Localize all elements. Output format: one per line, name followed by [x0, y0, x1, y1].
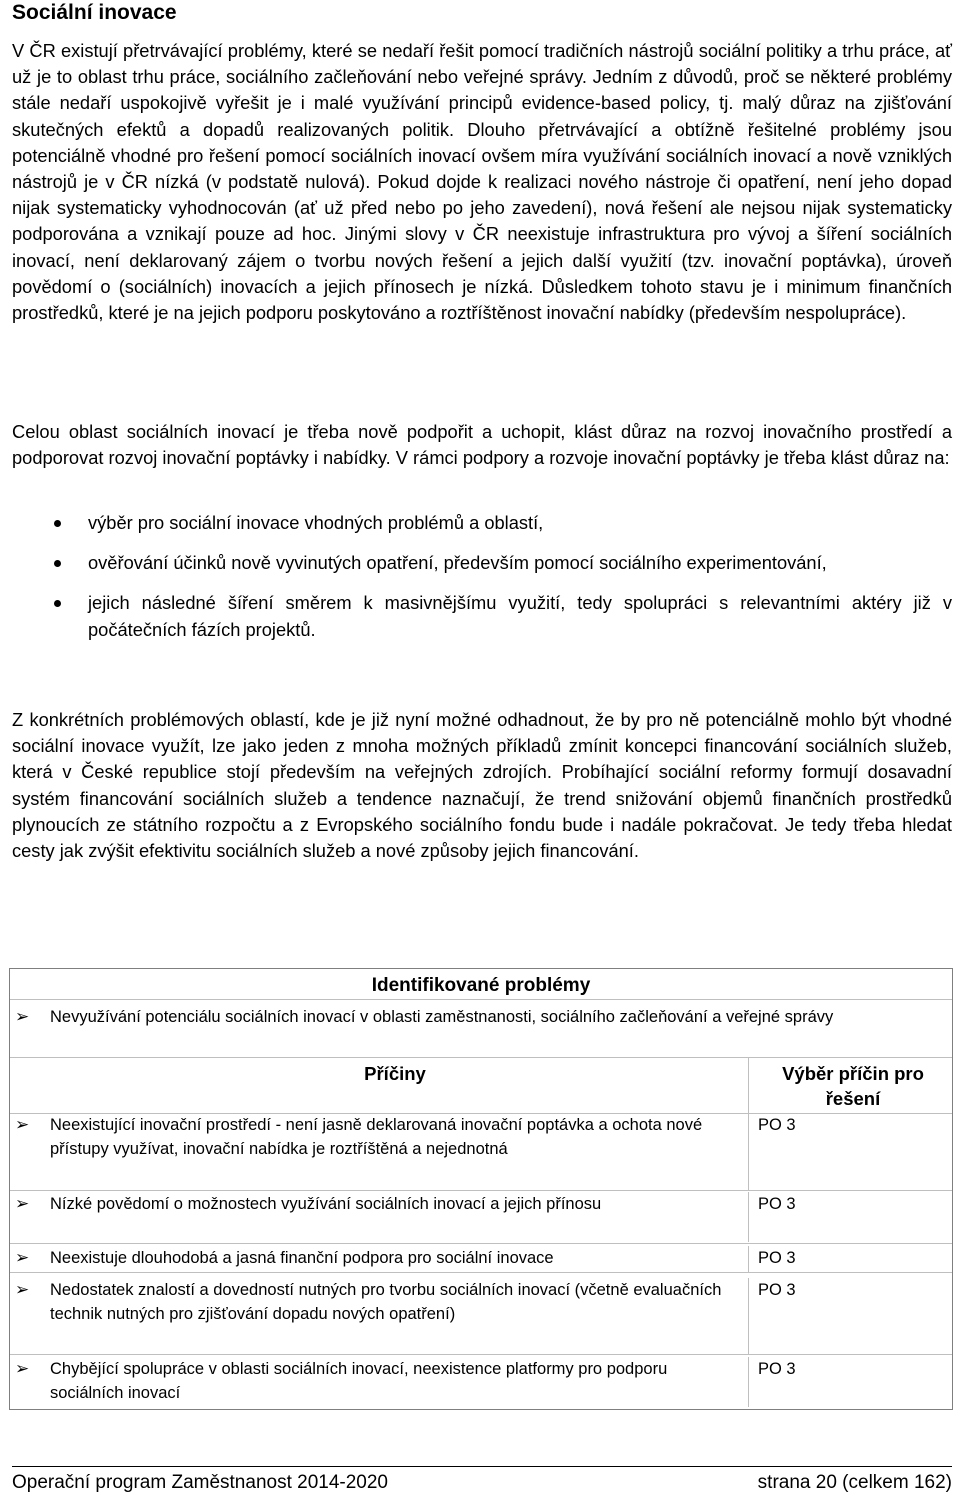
- footer-page-number: strana 20 (celkem 162): [757, 1472, 952, 1493]
- bullet-text: jejich následné šíření směrem k masivnějšímu využití, tedy spolupráci s relevantními aktéry již v počátečních fázích projektů.: [88, 592, 952, 640]
- problems-box: [9, 968, 953, 1410]
- divider: [10, 1190, 952, 1191]
- cause-priority: PO 3: [758, 1360, 796, 1378]
- paragraph-text: Celou oblast sociálních inovací je třeba nově podpořit a uchopit, klást důraz na rozvoj inovačního prostředí a podporovat rozvoj inovační poptávky i nabídky. V rámci podpory a rozvoje inovační poptávky je třeba klást důraz na:: [12, 421, 952, 469]
- divider: [10, 1057, 952, 1058]
- cause-row: [10, 1246, 952, 1272]
- cause-priority: PO 3: [758, 1195, 796, 1213]
- causes-header: Příčiny: [364, 1063, 426, 1084]
- cause-text: Neexistuje dlouhodobá a jasná finanční podpora pro sociální inovace: [50, 1249, 554, 1267]
- paragraph-intro: [12, 38, 952, 326]
- cause-text: Chybějící spolupráce v oblasti sociálních inovací, neexistence platformy pro podporu sociálních inovací: [50, 1360, 668, 1403]
- bullet-icon: [54, 560, 61, 567]
- divider: [10, 999, 952, 1000]
- cause-row: [10, 1192, 952, 1242]
- bullet-list: [12, 510, 952, 657]
- cause-priority: PO 3: [758, 1249, 796, 1267]
- arrow-icon: ➢: [15, 1194, 30, 1213]
- page-footer: [12, 1466, 952, 1493]
- bullet-text: ověřování účinků nově vyvinutých opatření, především pomocí sociálního experimentování,: [88, 552, 827, 574]
- paragraph-examples: [12, 707, 952, 864]
- paragraph-support: [12, 419, 952, 471]
- column-divider: [748, 1278, 749, 1354]
- box-title: Identifikované problémy: [371, 975, 591, 996]
- column-divider: [748, 1246, 749, 1272]
- problem-text: Nevyužívání potenciálu sociálních inovací v oblasti zaměstnanosti, sociálního začleňování a veřejné správy: [50, 1008, 834, 1026]
- divider: [10, 1354, 952, 1355]
- bullet-item: [12, 550, 952, 576]
- footer-program: Operační program Zaměstnanost 2014-2020: [12, 1472, 388, 1493]
- column-divider: [748, 1113, 749, 1190]
- column-divider: [748, 1192, 749, 1242]
- divider: [10, 1243, 952, 1244]
- column-divider: [748, 1357, 749, 1407]
- paragraph-text: Z konkrétních problémových oblastí, kde je již nyní možné odhadnout, že by pro ně potenciálně mohlo být vhodné sociální inovace využít, lze jako jeden z mnoha možných příkladů zmínit koncepci financování sociálních služeb, která v České republice stojí především na veřejných zdrojích. Probíhající sociální reformy formují dosavadní systém financování sociálních služeb a tendence naznačují, že trend snižování objemů finančních prostředků plynoucích ze státního rozpočtu a z Evropského sociálního fondu bude i nadále pokračovat. Je tedy třeba hledat cesty jak zvýšit efektivitu sociálních služeb a nové způsoby jejich financování.: [12, 709, 952, 862]
- arrow-icon: ➢: [15, 1359, 30, 1378]
- arrow-icon: ➢: [15, 1115, 30, 1134]
- cause-text: Nízké povědomí o možnostech využívání sociálních inovací a jejich přínosu: [50, 1195, 602, 1213]
- cause-priority: PO 3: [758, 1281, 796, 1299]
- paragraph-text: V ČR existují přetrvávající problémy, které se nedaří řešit pomocí tradičních nástrojů sociální politiky a trhu práce, ať už je to oblast trhu práce, sociálního začleňování nebo veřejné správy. Jedním z důvodů, proč se některé problémy stále nedaří uspokojivě vyřešit je i malé využívání principů evidence-based policy, tj. malý důraz na zjišťování skutečných efektů a dopadů realizovaných politik. Dlouho přetrvávající a obtížně řešitelné problémy jsou potenciálně vhodné pro řešení pomocí sociálních inovací ovšem míra využívání sociálních inovací a nově vzniklých nástrojů je v ČR nízká (v podstatě nulová). Pokud dojde k realizaci nového nástroje či opatření, není jeho dopad nijak systematicky vyhodnocován (ať už před nebo po jeho zavedení), nová řešení ale nejsou nijak systematicky podporována a vznikají pouze ad hoc. Jinými slovy v ČR neexistuje infrastruktura pro vývoj a šíření sociálních inovací, není deklarovaný zájem o tvorbu nových řešení a jejich další využití (tzv. inovační poptávka), úroveň povědomí o (sociálních) inovacích a jejich přínosech je nízká. Důsledkem tohoto stavu je i minimum finančních prostředků, které je na jejich podporu poskytováno a roztříštěnost inovační nabídky (především nespolupráce).: [12, 40, 952, 324]
- bullet-text: výběr pro sociální inovace vhodných problémů a oblastí,: [88, 512, 544, 533]
- cause-row: [10, 1278, 952, 1354]
- arrow-icon: ➢: [15, 1280, 30, 1299]
- cause-row: [10, 1357, 952, 1407]
- bullet-item: [12, 590, 952, 642]
- cause-priority: PO 3: [758, 1116, 796, 1134]
- selection-header: Výběr příčin pro řešení: [782, 1063, 924, 1109]
- bullet-item: [12, 510, 952, 536]
- cause-text: Nedostatek znalostí a dovedností nutných pro tvorbu sociálních inovací (včetně evaluačních technik nutných pro zjišťování dopadu nových opatření): [50, 1281, 722, 1324]
- divider: [10, 1272, 952, 1273]
- arrow-icon: ➢: [15, 1248, 30, 1267]
- cause-row: [10, 1113, 952, 1190]
- bullet-icon: [54, 520, 61, 527]
- arrow-icon: ➢: [15, 1007, 30, 1026]
- bullet-icon: [54, 600, 61, 607]
- section-heading: Sociální inovace: [12, 1, 177, 24]
- problem-row: [10, 1005, 952, 1057]
- column-divider: [748, 1057, 749, 1113]
- cause-text: Neexistující inovační prostředí - není jasně deklarovaná inovační poptávka a ochota nové přístupy využívat, inovační nabídka je roztříštěná a nejednotná: [50, 1116, 703, 1159]
